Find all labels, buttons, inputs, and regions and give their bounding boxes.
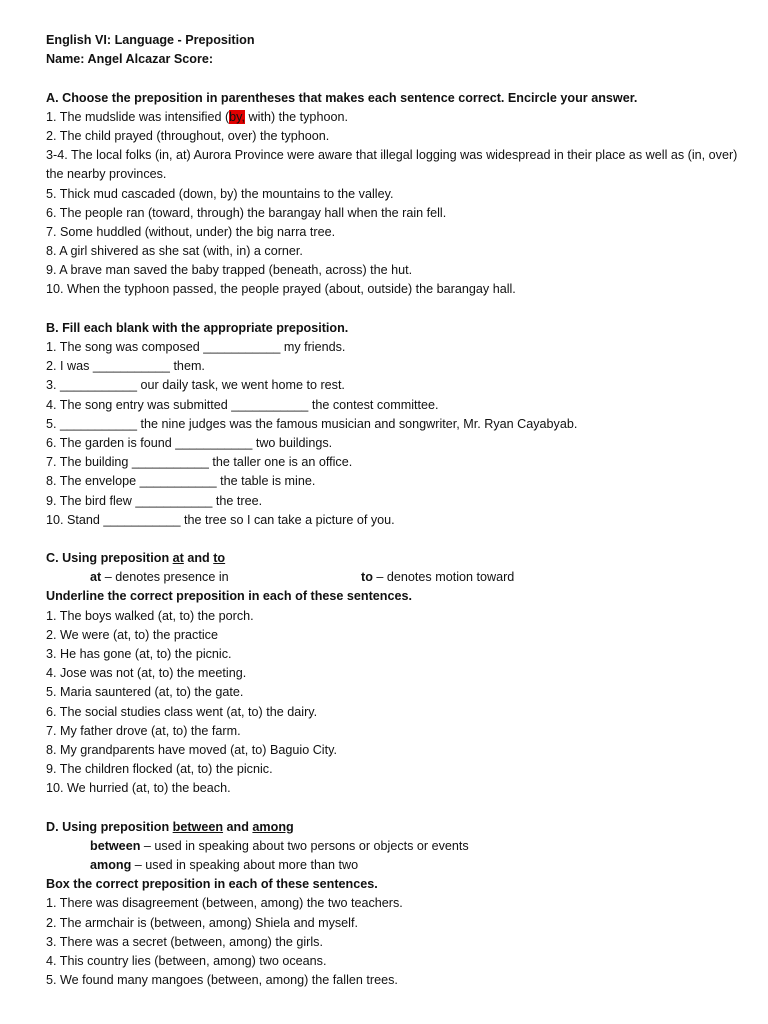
section-a-item: 10. When the typhoon passed, the people prayed (about, outside) the barangay hall. [46,282,516,297]
section-c-instruction: Underline the correct preposition in each of these sentences. [46,589,413,604]
section-d-item: 5. We found many mangoes (between, among) the fallen trees. [46,973,398,988]
section-d-item: 2. The armchair is (between, among) Shiela and myself. [46,915,358,930]
section-b-item: 2. I was ___________ them. [46,359,205,374]
section-b-heading: B. Fill each blank with the appropriate preposition. [46,320,349,335]
section-d-instruction: Box the correct preposition in each of these sentences. [46,877,378,892]
section-a-item: 5. Thick mud cascaded (down, by) the mountains to the valley. [46,186,394,201]
section-c-item: 4. Jose was not (at, to) the meeting. [46,666,247,681]
section-a-item: 2. The child prayed (throughout, over) the typhoon. [46,128,330,143]
section-a-item: 6. The people ran (toward, through) the barangay hall when the rain fell. [46,205,447,220]
definition-among: among – used in speaking about more than two [90,858,359,873]
definition-at: at – denotes presence in [90,570,229,585]
worksheet-title: English VI: Language - Preposition [46,33,255,47]
section-b-item: 4. The song entry was submitted ___________ the contest committee. [46,397,439,412]
section-c-item: 3. He has gone (at, to) the picnic. [46,647,232,662]
section-d-item: 4. This country lies (between, among) two oceans. [46,954,327,969]
section-b-item: 5. ___________ the nine judges was the famous musician and songwriter, Mr. Ryan Cayabyab. [46,416,578,431]
section-a-item: 9. A brave man saved the baby trapped (beneath, across) the hut. [46,263,413,278]
section-c-item: 1. The boys walked (at, to) the porch. [46,608,254,623]
section-b-item: 1. The song was composed ___________ my friends. [46,340,346,355]
section-b-item: 3. ___________ our daily task, we went home to rest. [46,378,345,393]
section-c-item: 6. The social studies class went (at, to) the dairy. [46,704,318,719]
section-b-item: 10. Stand ___________ the tree so I can take a picture of you. [46,512,395,527]
section-d-heading: D. Using preposition between and among [46,819,294,834]
section-a-item: 3-4. The local folks (in, at) Aurora Province were aware that illegal logging was widespread in their place as well as (in, over) the nearby provinces. [46,148,738,182]
definition-between: between – used in speaking about two persons or objects or events [90,838,469,853]
section-d-item: 3. There was a secret (between, among) the girls. [46,934,323,949]
section-c-item: 9. The children flocked (at, to) the picnic. [46,762,273,777]
name-score-line: Name: Angel Alcazar Score: [46,52,214,67]
highlighted-answer: by, [229,109,246,124]
section-a-item: 7. Some huddled (without, under) the big narra tree. [46,224,336,239]
section-b-item: 7. The building ___________ the taller one is an office. [46,455,353,470]
section-c-definitions [46,568,746,587]
section-c-item: 10. We hurried (at, to) the beach. [46,781,231,796]
section-a-item: 1. The mudslide was intensified (by, with) the typhoon. [46,109,348,124]
section-c-item: 7. My father drove (at, to) the farm. [46,723,241,738]
section-a-heading: A. Choose the preposition in parentheses that makes each sentence correct. Encircle your answer. [46,90,638,105]
section-c-item: 2. We were (at, to) the practice [46,627,218,642]
section-c-item: 5. Maria sauntered (at, to) the gate. [46,685,244,700]
worksheet-page [46,31,746,990]
section-b-item: 6. The garden is found ___________ two buildings. [46,435,333,450]
section-b-item: 9. The bird flew ___________ the tree. [46,493,263,508]
section-d-item: 1. There was disagreement (between, among) the two teachers. [46,896,403,911]
definition-to: to – denotes motion toward [361,570,515,585]
section-c-item: 8. My grandparents have moved (at, to) Baguio City. [46,742,337,757]
section-a-item: 8. A girl shivered as she sat (with, in) a corner. [46,244,303,259]
section-b-item: 8. The envelope ___________ the table is mine. [46,474,316,489]
section-c-heading: C. Using preposition at and to [46,551,226,566]
